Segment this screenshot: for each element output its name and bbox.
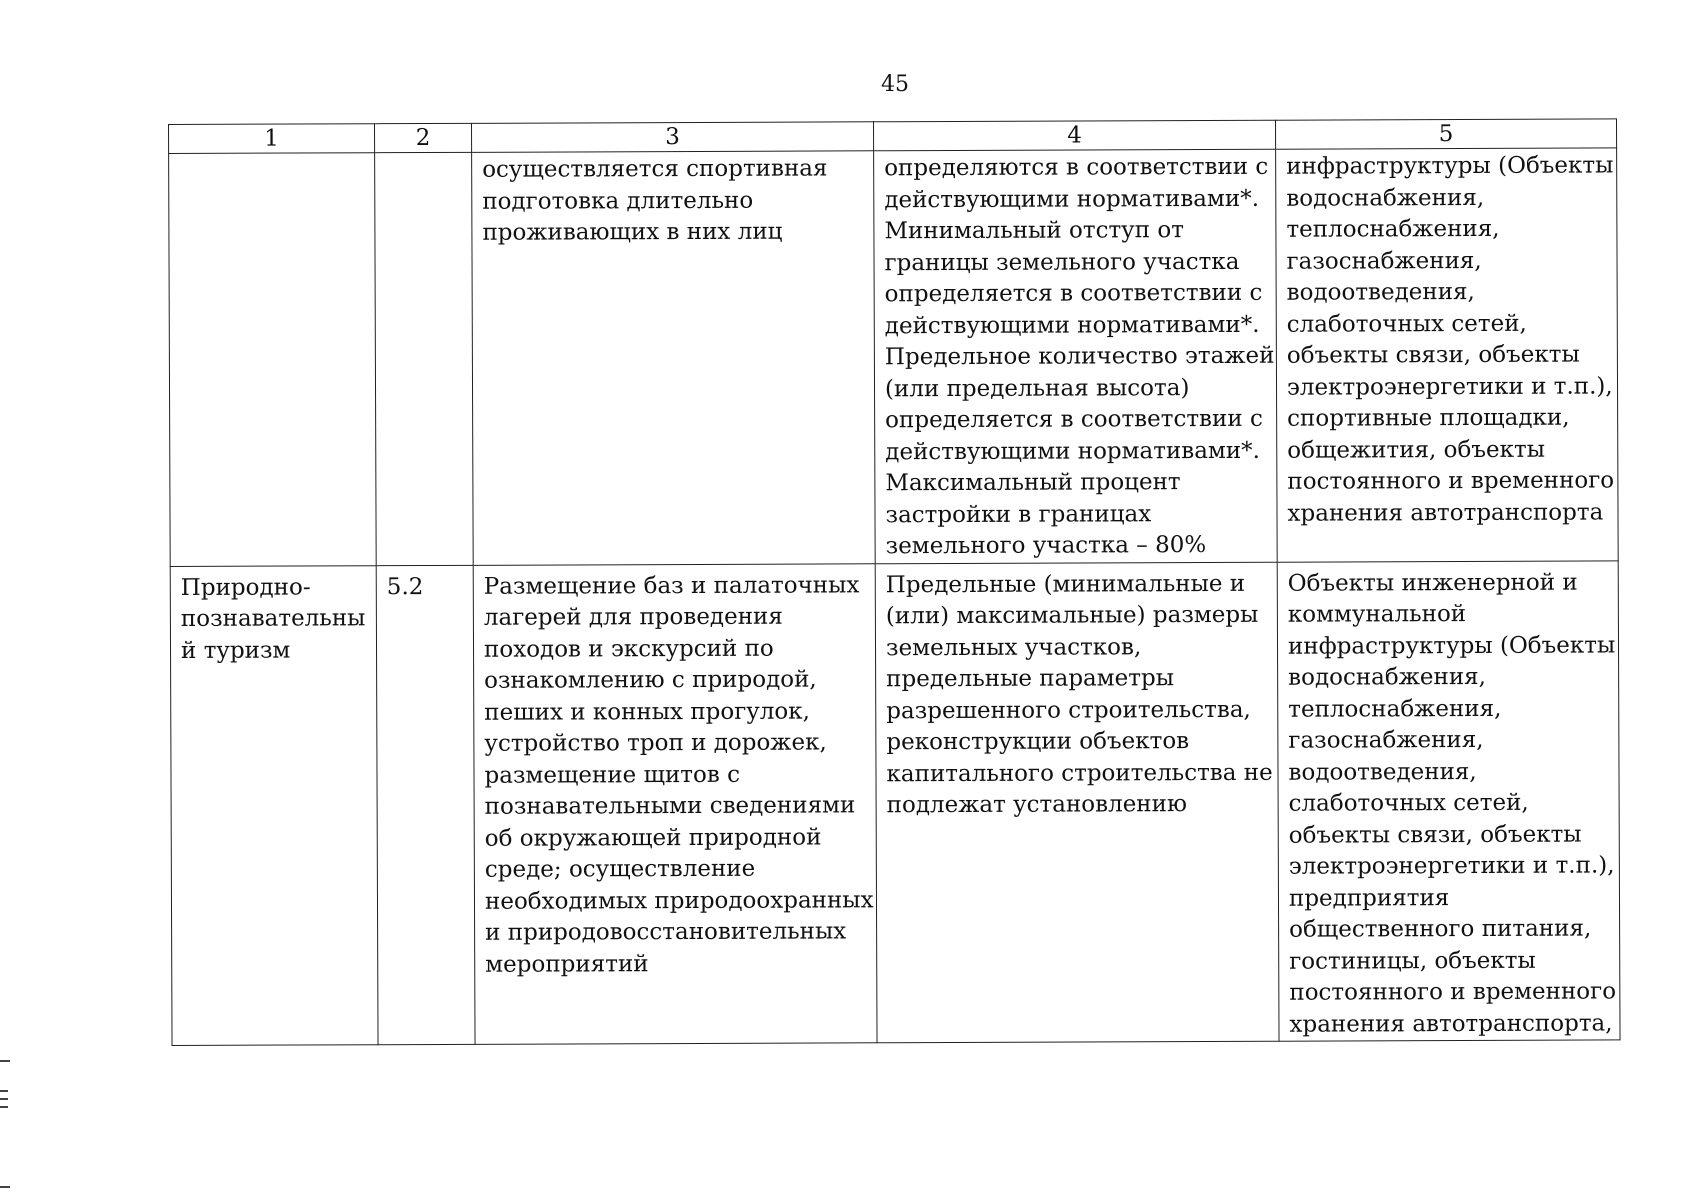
header-cell-2: 2 [375,123,472,152]
cell-text-line: постоянного и временного [1289,978,1617,1006]
cell-text-line: познавательны [180,605,366,632]
page-number: 45 [881,72,909,97]
cell-text-line: электроэнергетики и т.п.), [1288,852,1615,880]
cell-text-line: познавательными сведениями [484,792,856,820]
cell-text-line: газоснабжения, [1286,247,1482,275]
cell-text-line: лагерей для проведения [483,603,783,631]
cell-text-line: Природно- [180,573,311,601]
cell-text-line: среде; осуществление [484,855,756,883]
cell-code: 5.2 [376,565,475,1045]
header-cell-5: 5 [1275,119,1616,149]
cell-code [375,152,474,565]
cell-text-line: подготовка длительно [482,187,754,215]
cell-text-line: реконструкции объектов [886,728,1190,756]
cell-text-line: инфраструктуры (Объекты [1287,631,1616,660]
cell-text-line: водоснабжения, [1286,184,1485,212]
header-cell-4: 4 [873,120,1275,151]
cell-use-name [170,565,378,1045]
cell-text-line: спортивные площадки, [1287,404,1570,432]
cell-text-line: застройки в границах [885,500,1152,528]
cell-text-line: объекты связи, объекты [1286,341,1580,369]
cell-text-line: Максимальный процент [885,469,1181,497]
cell-text-line: об окружающей природной [484,823,822,852]
regulations-table [168,118,1621,1046]
cell-text-line: электроэнергетики и т.п.), [1286,372,1613,401]
margin-scan-mark [0,1060,10,1062]
cell-use-name [169,153,377,566]
cell-text-line: осуществляется спортивная [482,155,828,183]
cell-text-line: слаботочных сетей, [1288,789,1529,817]
cell-text-line: подлежат установлению [886,791,1188,819]
cell-text-line: гостиницы, объекты [1289,947,1536,975]
cell-text-line: общественного питания, [1289,915,1592,943]
header-cell-3: 3 [471,122,873,153]
cell-text-line: предприятия [1288,884,1450,912]
cell-text-line: Размещение баз и палаточных [483,571,860,600]
cell-text-line: определяются в соответствии с [884,153,1269,182]
cell-text-line: коммунальной [1287,601,1467,628]
cell-text-line: водоотведения, [1286,278,1475,306]
margin-scan-mark [0,1106,8,1108]
cell-auxiliary-uses [1277,560,1620,1041]
margin-scan-mark [0,1098,8,1100]
cell-text-line: слаботочных сетей, [1286,310,1527,338]
cell-description [473,563,877,1044]
cell-text-line: инфраструктуры (Объекты [1286,152,1614,180]
cell-text-line: устройство троп и дорожек, [484,729,827,757]
cell-text-line: Минимальный отступ от [884,217,1184,245]
cell-auxiliary-uses [1276,148,1619,562]
margin-scan-mark [0,1090,8,1092]
cell-text-line: (или) максимальные) размеры [885,601,1259,630]
cell-text-line: действующими нормативами*. [884,185,1260,213]
cell-text-line: мероприятий [485,950,649,978]
table-row [169,148,1619,566]
cell-text-line: ознакомлению с природой, [484,666,817,694]
cell-text-line: и природовосстановительных [485,918,847,946]
cell-text-line: объекты связи, объекты [1288,821,1582,849]
cell-text-line: водоотведения, [1288,758,1477,786]
cell-text-line: Предельное количество этажей [884,342,1275,371]
cell-parameters [875,562,1279,1043]
cell-text-line: действующими нормативами*. [885,437,1261,465]
cell-text-line: й туризм [180,637,291,664]
cell-text-line: теплоснабжения, [1286,215,1500,243]
cell-text-line: постоянного и временного [1287,467,1615,495]
margin-scan-mark [0,1186,10,1188]
cell-parameters [874,149,1278,563]
cell-text-line: хранения автотранспорта [1287,498,1604,527]
cell-text-line: капитального строительства не [886,759,1273,787]
table-row [170,560,1620,1045]
cell-text-line: пеших и конных прогулок, [484,698,810,726]
cell-text-line: размещение щитов с [484,761,741,789]
header-cell-1: 1 [169,124,375,154]
cell-text-line: (или предельная высота) [884,374,1190,402]
cell-text-line: Предельные (минимальные и [885,570,1246,598]
cell-text-line: Объекты инженерной и [1287,569,1578,597]
cell-text-line: проживающих в них лиц [482,218,783,246]
cell-text-line: теплоснабжения, [1288,695,1502,723]
cell-text-line: земельного участка – 80% [885,532,1207,560]
cell-text-line: газоснабжения, [1288,726,1484,754]
cell-text-line: необходимых природоохранных [484,886,874,915]
cell-text-line: земельных участков, [885,633,1142,661]
cell-text-line: границы земельного участка [884,248,1240,276]
cell-text-line: общежития, объекты [1287,436,1546,464]
cell-text-line: разрешенного строительства, [886,696,1251,724]
cell-text-line: хранения автотранспорта, [1289,1009,1613,1038]
cell-text-line: походов и экскурсий по [483,635,774,663]
cell-text-line: определяется в соответствии с [884,279,1263,308]
cell-text-line: действующими нормативами*. [884,311,1260,339]
cell-text-line: определяется в соответствии с [885,405,1263,434]
cell-text-line: предельные параметры [886,665,1175,693]
cell-text-line: водоснабжения, [1288,663,1487,691]
cell-description [472,151,876,565]
